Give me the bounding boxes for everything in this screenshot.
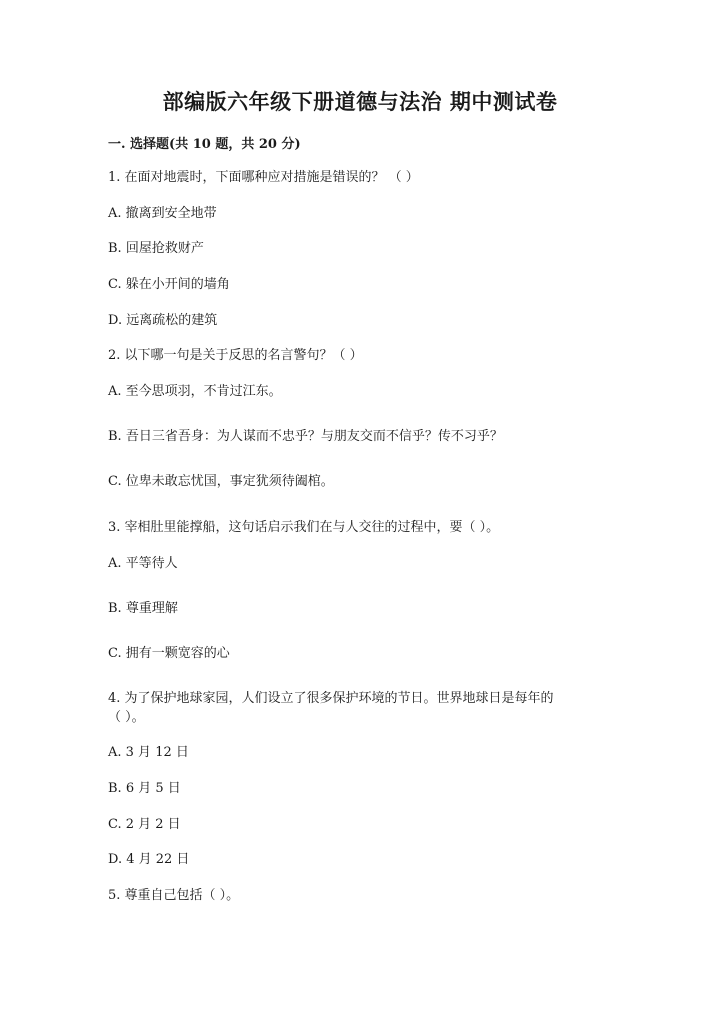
page-title: 部编版六年级下册道德与法治 期中测试卷 xyxy=(162,89,558,114)
question-option: C. 2 月 2 日 xyxy=(108,817,181,832)
question-option: B. 回屋抢救财产 xyxy=(108,241,204,256)
question-option: B. 6 月 5 日 xyxy=(108,781,181,796)
question-option: A. 3 月 12 日 xyxy=(108,745,189,760)
question-option: A. 撤离到安全地带 xyxy=(108,206,217,221)
question-stem: 3. 宰相肚里能撑船，这句话启示我们在与人交往的过程中，要（ ）。 xyxy=(108,520,500,535)
question-stem: 2. 以下哪一句是关于反思的名言警句？（ ） xyxy=(108,348,363,363)
question-stem-continuation: （ ）。 xyxy=(108,710,145,725)
question-option: A. 至今思项羽，不肯过江东。 xyxy=(108,384,282,399)
question-stem: 4. 为了保护地球家园，人们设立了很多保护环境的节日。世界地球日是每年的 xyxy=(108,691,554,706)
question-option: A. 平等待人 xyxy=(108,556,178,571)
question-option: D. 远离疏松的建筑 xyxy=(108,313,218,328)
question-option: D. 4 月 22 日 xyxy=(108,852,190,867)
question-stem: 1. 在面对地震时，下面哪种应对措施是错误的？ （ ） xyxy=(108,170,419,185)
section-heading: 一. 选择题(共 10 题，共 20 分) xyxy=(108,137,301,152)
question-option: B. 尊重理解 xyxy=(108,601,178,616)
question-option: C. 位卑未敢忘忧国，事定犹须待阖棺。 xyxy=(108,474,334,489)
question-stem: 5. 尊重自己包括（ ）。 xyxy=(108,888,240,903)
question-option: C. 躲在小开间的墙角 xyxy=(108,277,230,292)
question-option: B. 吾日三省吾身：为人谋而不忠乎？与朋友交而不信乎？传不习乎？ xyxy=(108,429,503,444)
question-option: C. 拥有一颗宽容的心 xyxy=(108,646,230,661)
